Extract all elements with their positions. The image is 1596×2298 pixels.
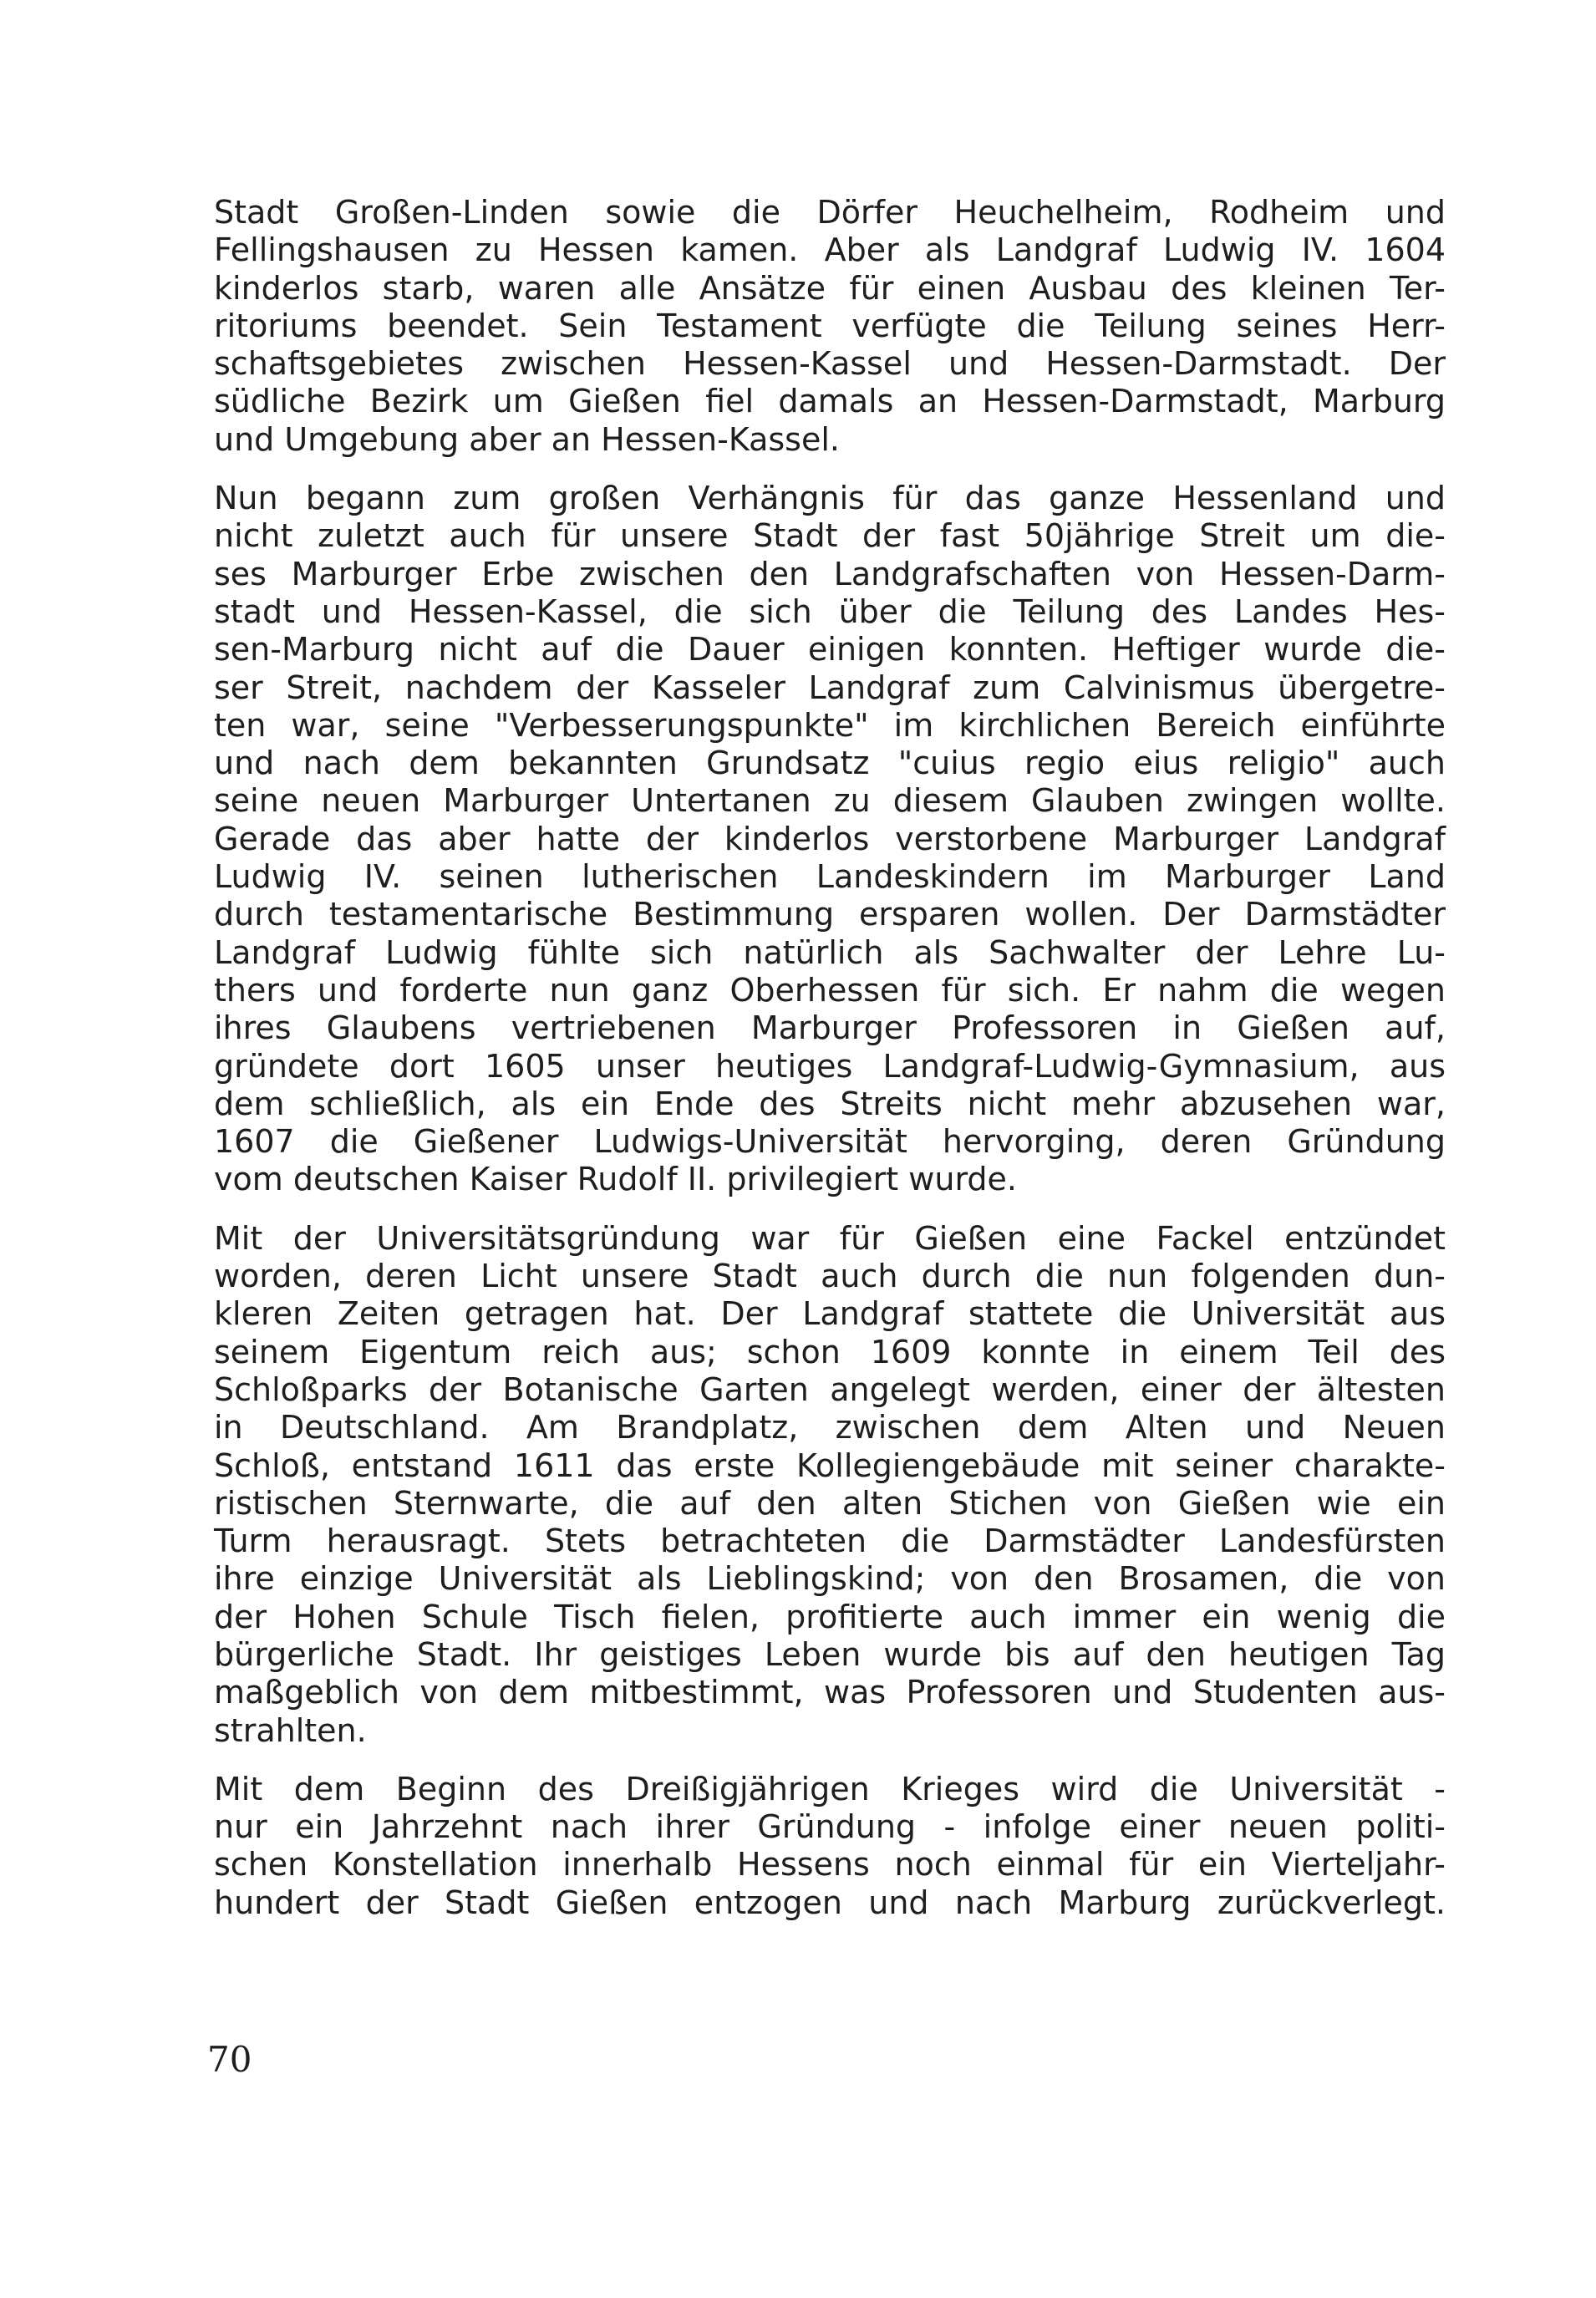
text-line: 1607 die Gießener Ludwigs-Universität hervorging, deren Gründung (214, 1123, 1446, 1161)
paragraph (214, 194, 1446, 459)
text-line: ses Marburger Erbe zwischen den Landgrafschaften von Hessen-Darm- (214, 555, 1446, 592)
text-line: ristischen Sternwarte, die auf den alten Stichen von Gießen wie ein (214, 1484, 1446, 1522)
body-text (214, 194, 1446, 1922)
text-line: durch testamentarische Bestimmung ersparen wollen. Der Darmstädter (214, 896, 1446, 933)
text-line: strahlten. (214, 1711, 367, 1749)
paragraph (214, 1220, 1446, 1750)
text-line: Gerade das aber hatte der kinderlos verstorbene Marburger Landgraf (214, 820, 1446, 857)
text-line: maßgeblich von dem mitbestimmt, was Professoren und Studenten aus- (214, 1674, 1446, 1711)
text-line: Mit dem Beginn des Dreißigjährigen Krieges wird die Universität - (214, 1770, 1446, 1807)
text-line: worden, deren Licht unsere Stadt auch durch die nun folgenden dun- (214, 1258, 1446, 1295)
text-line: nur ein Jahrzehnt nach ihrer Gründung - infolge einer neuen politi- (214, 1808, 1446, 1846)
text-line: ser Streit, nachdem der Kasseler Landgraf zum Calvinismus übergetre- (214, 669, 1446, 706)
text-line: und Umgebung aber an Hessen-Kassel. (214, 420, 840, 458)
text-line: ihre einzige Universität als Lieblingskind; von den Brosamen, die von (214, 1560, 1446, 1598)
paragraph (214, 1771, 1446, 1922)
text-line: seine neuen Marburger Untertanen zu diesem Glauben zwingen wollte. (214, 782, 1446, 820)
text-line: ten war, seine "Verbesserungspunkte" im kirchlichen Bereich einführte (214, 706, 1446, 744)
text-line: Stadt Großen-Linden sowie die Dörfer Heuchelheim, Rodheim und (214, 194, 1446, 231)
text-line: in Deutschland. Am Brandplatz, zwischen dem Alten und Neuen (214, 1409, 1446, 1446)
text-line: Turm herausragt. Stets betrachteten die Darmstädter Landesfürsten (214, 1523, 1446, 1560)
text-line: dem schließlich, als ein Ende des Streits nicht mehr abzusehen war, (214, 1085, 1446, 1122)
text-line: hundert der Stadt Gießen entzogen und nach Marburg zurückverlegt. (214, 1884, 1446, 1921)
text-line: Mit der Universitätsgründung war für Gießen eine Fackel entzündet (214, 1219, 1446, 1257)
text-line: Landgraf Ludwig fühlte sich natürlich als Sachwalter der Lehre Lu- (214, 933, 1446, 971)
text-line: ritoriums beendet. Sein Testament verfügte die Teilung seines Herr- (214, 307, 1446, 344)
text-line: Nun begann zum großen Verhängnis für das ganze Hessenland und (214, 480, 1446, 517)
text-line: seinem Eigentum reich aus; schon 1609 konnte in einem Teil des (214, 1333, 1446, 1370)
text-line: gründete dort 1605 unser heutiges Landgraf-Ludwig-Gymnasium, aus (214, 1047, 1446, 1085)
paragraph (214, 480, 1446, 1199)
text-line: Schloßparks der Botanische Garten angelegt werden, einer der ältesten (214, 1370, 1446, 1408)
text-line: kleren Zeiten getragen hat. Der Landgraf stattete die Universität aus (214, 1295, 1446, 1333)
text-line: und nach dem bekannten Grundsatz "cuius regio eius religio" auch (214, 745, 1446, 782)
text-line: Schloß, entstand 1611 das erste Kollegiengebäude mit seiner charakte- (214, 1446, 1446, 1484)
text-line: stadt und Hessen-Kassel, die sich über die Teilung des Landes Hes- (214, 592, 1446, 630)
text-line: Fellingshausen zu Hessen kamen. Aber als Landgraf Ludwig IV. 1604 (214, 231, 1446, 269)
text-line: Ludwig IV. seinen lutherischen Landeskindern im Marburger Land (214, 858, 1446, 896)
text-line: schen Konstellation innerhalb Hessens noch einmal für ein Vierteljahr- (214, 1846, 1446, 1884)
page-number: 70 (207, 2039, 252, 2080)
text-line: kinderlos starb, waren alle Ansätze für einen Ausbau des kleinen Ter- (214, 269, 1446, 307)
text-line: schaftsgebietes zwischen Hessen-Kassel und Hessen-Darmstadt. Der (214, 345, 1446, 383)
text-line: sen-Marburg nicht auf die Dauer einigen konnten. Heftiger wurde die- (214, 631, 1446, 669)
text-line: ihres Glaubens vertriebenen Marburger Professoren in Gießen auf, (214, 1009, 1446, 1047)
text-line: südliche Bezirk um Gießen fiel damals an Hessen-Darmstadt, Marburg (214, 383, 1446, 420)
text-line: nicht zuletzt auch für unsere Stadt der fast 50jährige Streit um die- (214, 517, 1446, 555)
text-line: thers und forderte nun ganz Oberhessen für sich. Er nahm die wegen (214, 971, 1446, 1009)
text-line: der Hohen Schule Tisch fielen, profitierte auch immer ein wenig die (214, 1598, 1446, 1635)
text-line: bürgerliche Stadt. Ihr geistiges Leben wurde bis auf den heutigen Tag (214, 1635, 1446, 1673)
text-line: vom deutschen Kaiser Rudolf II. privilegiert wurde. (214, 1161, 1017, 1198)
